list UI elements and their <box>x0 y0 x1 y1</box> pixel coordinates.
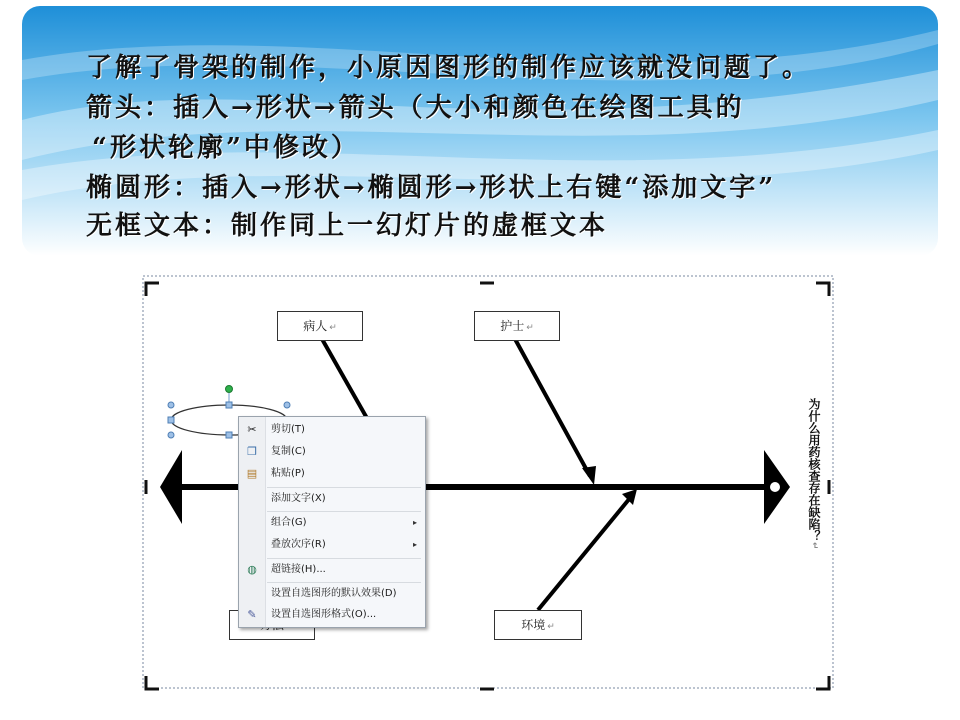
menu-item-cut-label: 剪切(T) <box>271 424 305 435</box>
bone-patient[interactable] <box>322 339 368 420</box>
menu-item-default-effect[interactable] <box>239 583 425 605</box>
scissors-icon: ✂ <box>247 423 257 436</box>
bone-nurse[interactable] <box>515 339 590 476</box>
menu-item-add-text-label: 添加文字(X) <box>271 493 326 504</box>
bone-environment[interactable] <box>538 498 630 610</box>
label-nurse[interactable] <box>474 311 560 341</box>
menu-item-hyperlink[interactable] <box>239 559 425 581</box>
tail-arrowhead[interactable] <box>160 450 182 524</box>
menu-item-format-shape-label: 设置自选图形格式(O)... <box>271 609 377 620</box>
menu-item-copy[interactable] <box>239 441 425 463</box>
paste-icon: ▤ <box>246 467 258 480</box>
menu-item-add-text[interactable] <box>239 488 425 510</box>
rotation-handle[interactable] <box>226 386 233 393</box>
label-environment[interactable] <box>494 610 582 640</box>
slide-text-line-2: 箭头：插入→形状→箭头（大小和颜色在绘图工具的 <box>86 93 745 123</box>
paragraph-mark: ↵ <box>547 622 555 632</box>
paragraph-mark: ↵ <box>329 323 337 333</box>
menu-item-paste[interactable] <box>239 463 425 485</box>
menu-item-hyperlink-label: 超链接(H)... <box>271 564 326 575</box>
menu-item-copy-label: 复制(C) <box>271 446 306 457</box>
menu-item-order[interactable] <box>239 534 425 556</box>
paragraph-mark: ↵ <box>526 323 534 333</box>
label-nurse-text: 护士 <box>500 319 525 333</box>
slide-text-line-5: 无框文本：制作同上一幻灯片的虚框文本 <box>86 211 609 241</box>
head-eye <box>770 482 780 492</box>
head-question-label: 为什么用药核查存在缺陷？ <box>807 398 821 542</box>
context-menu <box>238 416 426 628</box>
menu-item-cut[interactable] <box>239 419 425 441</box>
format-shape-icon: ✎ <box>247 608 257 621</box>
slide-text-line-1: 了解了骨架的制作，小原因图形的制作应该就没问题了。 <box>86 53 812 83</box>
label-environment-text: 环境 <box>521 618 546 632</box>
menu-item-format-shape[interactable] <box>239 604 425 626</box>
menu-item-order-label: 叠放次序(R) <box>271 539 326 550</box>
menu-item-group-label: 组合(G) <box>271 517 307 528</box>
slide-text-line-3: “形状轮廓”中修改） <box>92 133 360 163</box>
head-question-text[interactable] <box>803 398 821 550</box>
submenu-arrow-icon: ▸ <box>412 518 417 527</box>
menu-item-default-effect-label: 设置自选图形的默认效果(D) <box>271 588 397 599</box>
hyperlink-icon: ◍ <box>247 563 257 576</box>
bone-nurse-arrowhead <box>582 466 596 485</box>
copy-icon: ❐ <box>247 445 257 458</box>
paragraph-mark: ↵ <box>809 542 819 550</box>
label-patient[interactable] <box>277 311 363 341</box>
slide-text-line-4: 椭圆形：插入→形状→椭圆形→形状上右键“添加文字” <box>86 173 777 203</box>
menu-item-group[interactable] <box>239 512 425 534</box>
submenu-arrow-icon: ▸ <box>412 540 417 549</box>
menu-item-paste-label: 粘贴(P) <box>271 468 305 479</box>
label-patient-text: 病人 <box>303 319 328 333</box>
